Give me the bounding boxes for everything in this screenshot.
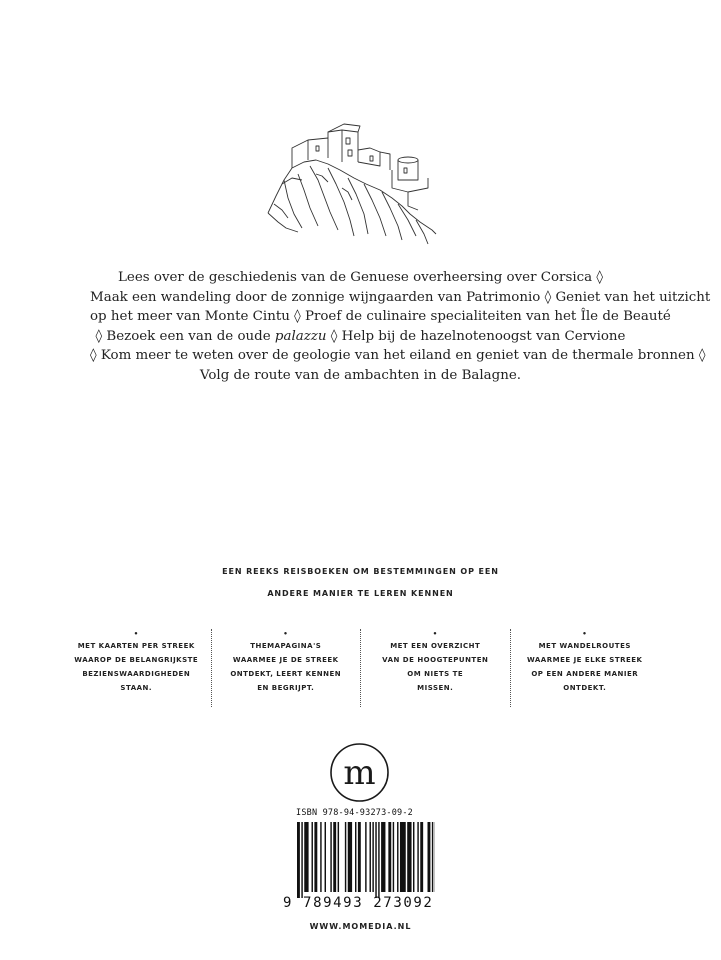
barcode-bar	[301, 822, 302, 898]
back-cover-blurb	[90, 268, 711, 386]
blurb-line: ◊ Kom meer te weten over de geologie van het eiland en geniet van de thermale bronnen ◊	[90, 348, 706, 364]
feature-text: MET EEN OVERZICHT VAN DE HOOGTEPUNTEN OM NIETS TE MISSEN.	[382, 642, 489, 692]
feature-columns	[62, 629, 659, 707]
barcode-bar	[413, 822, 414, 892]
barcode-bar	[325, 822, 326, 892]
bullet-marker: •	[283, 630, 289, 638]
blurb-line-start: ◊ Bezoek een van de oude	[95, 328, 275, 344]
barcode-bar	[297, 822, 300, 898]
feature-column-maps	[62, 629, 212, 707]
barcode-bar	[320, 822, 321, 892]
barcode-bar	[314, 822, 317, 892]
barcode-bar	[428, 822, 431, 892]
bullet-marker: •	[432, 630, 438, 638]
barcode-bar	[348, 822, 352, 892]
barcode-bar	[432, 822, 433, 892]
isbn-number: ISBN 978-94-93273-09-2	[296, 808, 413, 818]
barcode-bar	[355, 822, 356, 892]
logo-letter: m	[343, 753, 376, 793]
barcode-bar	[304, 822, 308, 892]
barcode-bar	[370, 822, 371, 892]
barcode-bar	[400, 822, 406, 892]
feature-column-highlights	[361, 629, 511, 707]
barcode-bar	[393, 822, 394, 892]
blurb-line: Maak een wandeling door de zonnige wijngaarden van Patrimonio ◊ Geniet van het uitzicht	[90, 289, 711, 305]
barcode-bar	[388, 822, 391, 892]
blurb-line-end: ◊ Help bij de hazelnotenoogst van Cervione	[326, 328, 626, 344]
castle-on-rock-illustration	[258, 118, 448, 248]
ean-digits: 9 789493 273092	[283, 895, 434, 911]
barcode-bar	[378, 822, 379, 898]
barcode-bar	[381, 822, 385, 892]
blurb-line: Volg de route van de ambachten in de Balagne.	[199, 367, 522, 383]
series-line: EEN REEKS REISBOEKEN OM BESTEMMINGEN OP EEN	[222, 567, 499, 576]
publisher-website: WWW.MOMEDIA.NL	[309, 922, 412, 931]
barcode-bar	[330, 822, 331, 892]
barcode-bar	[420, 822, 423, 892]
blurb-line: op het meer van Monte Cintu ◊ Proef de culinaire specialiteiten van het Île de Beauté	[90, 309, 671, 325]
barcode-bar	[312, 822, 313, 892]
barcode-bar	[407, 822, 411, 892]
isbn-barcode	[283, 808, 435, 920]
blurb-line	[90, 327, 631, 347]
barcode-bar	[417, 822, 418, 892]
feature-column-walks	[511, 629, 660, 707]
feature-text: MET WANDELROUTES WAARMEE JE ELKE STREEK OP EEN ANDERE MANIER ONTDEKT.	[526, 642, 643, 692]
barcode-bar	[358, 822, 361, 892]
barcode-bars	[283, 822, 435, 898]
blurb-italic-word: palazzu	[274, 328, 327, 344]
bullet-marker: •	[582, 630, 588, 638]
barcode-bar	[375, 822, 376, 898]
series-line: ANDERE MANIER TE LEREN KENNEN	[267, 589, 454, 598]
barcode-bar	[397, 822, 398, 892]
momedia-logo	[329, 742, 390, 803]
blurb-line: Lees over de geschiedenis van de Genuese overheersing over Corsica ◊	[118, 270, 603, 285]
barcode-bar	[333, 822, 336, 892]
barcode-bar	[338, 822, 339, 892]
barcode-bar	[372, 822, 373, 892]
feature-text: THEMAPAGINA'S WAARMEE JE DE STREEK ONTDEKT, LEERT KENNEN EN BEGRIJPT.	[230, 642, 342, 692]
feature-text: MET KAARTEN PER STREEK WAAROP DE BELANGRIJKSTE BEZIENSWAARDIGHEDEN STAAN.	[74, 642, 199, 692]
barcode-bar	[365, 822, 366, 892]
bullet-marker: •	[133, 630, 139, 638]
feature-column-themes	[212, 629, 362, 707]
series-statement	[160, 561, 561, 605]
barcode-bar	[345, 822, 346, 892]
